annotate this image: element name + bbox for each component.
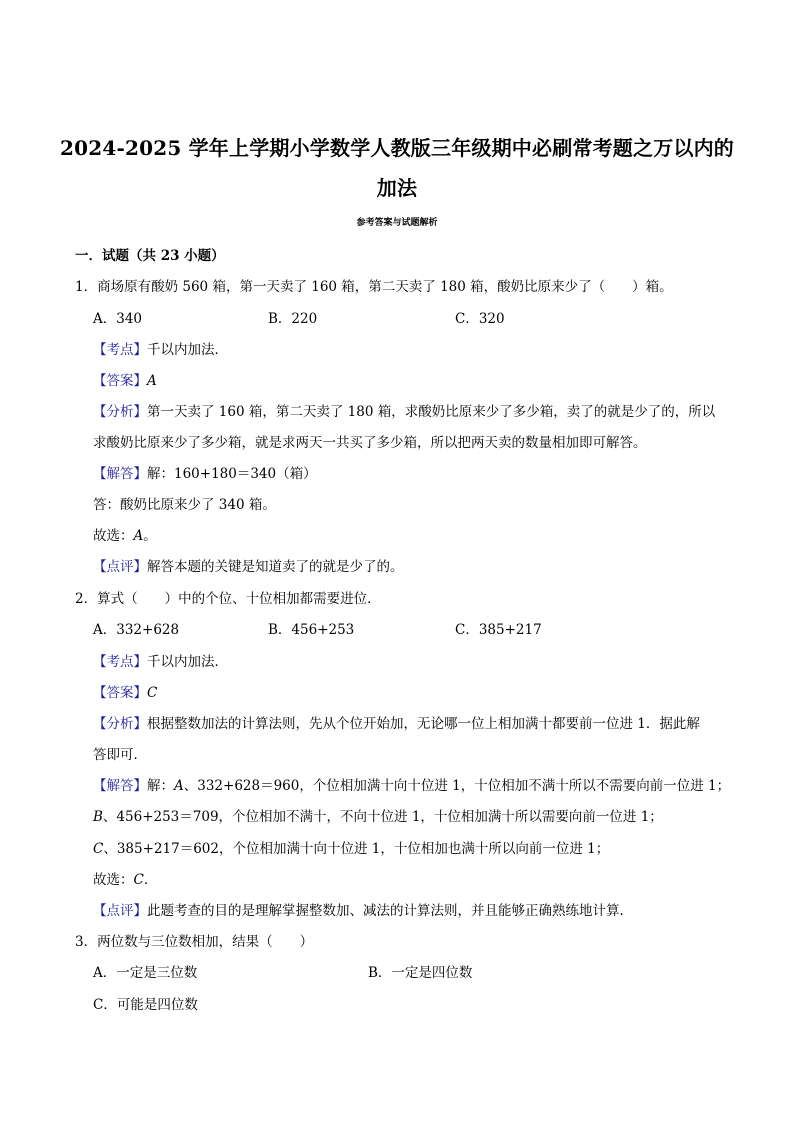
q1-answer	[93, 372, 157, 390]
q2-option-b: B．456+253	[268, 622, 355, 638]
question-3-stem: 3．两位数与三位数相加，结果（ ）	[75, 934, 314, 950]
q2-jieda-c-text: 、385+217＝602，个位相加满十向十位进 1，十位相加也满十所以向前一位进 1；	[103, 841, 610, 857]
q3-option-b: B．一定是四位数	[368, 965, 473, 981]
q1-option-a: A．340	[93, 311, 143, 327]
question-1-stem: 1．商场原有酸奶 560 箱，第一天卖了 160 箱，第二天卖了 180 箱，酸奶比原来少了（ ）箱。	[75, 279, 673, 295]
jieda-label: 【解答】	[93, 778, 147, 794]
q1-jieda-answer: 答：酸奶比原来少了 340 箱。	[93, 497, 276, 513]
fenxi-label: 【分析】	[93, 404, 147, 420]
q1-fenxi-cont: 求酸奶比原来少了多少箱，就是求两天一共买了多少箱，所以把两天卖的数量相加即可解答。	[93, 435, 647, 451]
q2-option-a: A．332+628	[93, 622, 180, 638]
answer-label: 【答案】	[93, 373, 147, 389]
page-subtitle: 参考答案与试题解析	[356, 218, 438, 228]
q2-dianping	[93, 902, 633, 920]
q2-jieda-c	[93, 840, 609, 858]
q1-dianping	[93, 558, 404, 576]
option-b-label: B	[93, 809, 103, 825]
kaodian-label: 【考点】	[93, 654, 147, 670]
q2-jieda-b-text: 、456+253＝709，个位相加不满十，不向十位进 1，十位相加满十所以需要向前一位进 1；	[102, 809, 663, 825]
q1-fenxi-text: 第一天卖了 160 箱，第二天卖了 180 箱，求酸奶比原来少了多少箱，卖了的就是少了的，所以	[147, 404, 716, 420]
q2-jieda-a-text: 、332+628＝960，个位相加满十向十位进 1，十位相加不满十所以不需要向前一位进 1；	[183, 778, 731, 794]
q2-fenxi-text: 根据整数加法的计算法则，先从个位开始加，无论哪一位上相加满十都要前一位进 1．据此解	[147, 716, 700, 732]
q2-option-c: C．385+217	[455, 622, 542, 638]
q1-jieda-text: 解：160+180＝340（箱）	[147, 466, 317, 482]
guxuan-suffix: ．	[143, 872, 158, 888]
q2-guxuan	[93, 871, 157, 889]
guxuan-prefix: 故选：	[93, 872, 134, 888]
q2-dianping-text: 此题考查的目的是理解掌握整数加、减法的计算法则，并且能够正确熟练地计算．	[147, 903, 633, 919]
q2-answer-value: C	[147, 685, 158, 701]
question-2-stem: 2．算式（ ）中的个位、十位相加都需要进位．	[75, 591, 381, 607]
q1-answer-value: A	[147, 373, 157, 389]
guxuan-answer: A	[133, 528, 144, 544]
q2-kaodian	[93, 653, 228, 671]
q1-jieda	[93, 465, 317, 483]
kaodian-label: 【考点】	[93, 342, 147, 358]
section-heading: 一．试题（共 23 小题）	[75, 248, 225, 264]
q1-guxuan	[93, 527, 157, 545]
page-title: 2024-2025 学年上学期小学数学人教版三年级期中必刷常考题之万以内的	[60, 136, 734, 160]
dianping-label: 【点评】	[93, 903, 147, 919]
q1-kaodian-text: 千以内加法．	[147, 342, 228, 358]
q1-option-c: C．320	[455, 311, 505, 327]
q1-dianping-text: 解答本题的关键是知道卖了的就是少了的。	[147, 559, 404, 575]
q2-kaodian-text: 千以内加法．	[147, 654, 228, 670]
q1-kaodian	[93, 341, 228, 359]
answer-label: 【答案】	[93, 685, 147, 701]
q2-fenxi	[93, 715, 700, 733]
dianping-label: 【点评】	[93, 559, 147, 575]
fenxi-label: 【分析】	[93, 716, 147, 732]
jieda-prefix: 解：	[147, 778, 174, 794]
q2-jieda-b	[93, 808, 663, 826]
q3-option-a: A．一定是三位数	[93, 965, 198, 981]
guxuan-answer: C	[133, 872, 144, 888]
page-title-line2: 加法	[376, 176, 418, 200]
q1-option-b: B．220	[268, 311, 318, 327]
q3-option-c: C．可能是四位数	[93, 997, 198, 1013]
jieda-label: 【解答】	[93, 466, 147, 482]
option-c-label: C	[93, 841, 104, 857]
option-a-label: A	[174, 778, 184, 794]
q2-jieda-a	[93, 777, 730, 795]
q2-fenxi-cont: 答即可．	[93, 747, 147, 763]
guxuan-suffix: 。	[143, 528, 157, 544]
q2-answer	[93, 684, 157, 702]
guxuan-prefix: 故选：	[93, 528, 134, 544]
q1-fenxi	[93, 403, 715, 421]
